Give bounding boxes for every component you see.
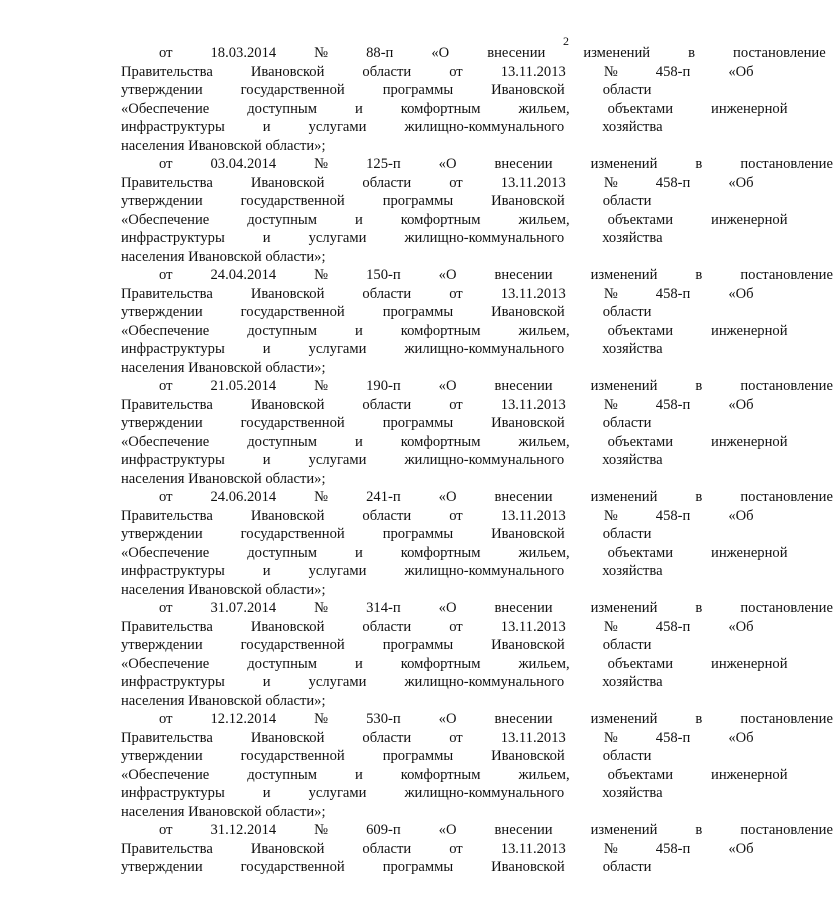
entry-line: от 03.04.2014 № 125-п «О внесении изменений в постановление xyxy=(159,156,833,172)
entry-line: от 18.03.2014 № 88-п «О внесении изменений в постановление xyxy=(159,45,826,61)
entry-line: от 24.04.2014 № 150-п «О внесении изменений в постановление xyxy=(159,267,833,283)
entry-line: утверждении государственной программы Ивановской области xyxy=(121,415,652,431)
entry-line: от 24.06.2014 № 241-п «О внесении изменений в постановление xyxy=(159,489,833,505)
resolution-entry xyxy=(83,710,833,821)
entry-line: от 31.07.2014 № 314-п «О внесении изменений в постановление xyxy=(159,600,833,616)
entry-line: от 12.12.2014 № 530-п «О внесении изменений в постановление xyxy=(159,711,833,727)
resolution-entry xyxy=(83,44,826,155)
entry-line: Правительства Ивановской области от 13.11.2013 № 458-п «Об xyxy=(121,63,754,80)
entry-line: «Обеспечение доступным и комфортным жильем, объектами инженерной xyxy=(121,433,788,450)
entry-line: населения Ивановской области»; xyxy=(121,470,326,487)
resolution-entry xyxy=(83,821,833,877)
entry-line: от 21.05.2014 № 190-п «О внесении изменений в постановление xyxy=(159,378,833,394)
resolution-entry xyxy=(83,488,833,599)
entry-line: инфраструктуры и услугами жилищно-коммунального хозяйства xyxy=(121,674,663,690)
entry-line: Правительства Ивановской области от 13.11.2013 № 458-п «Об xyxy=(121,618,754,635)
entry-line: Правительства Ивановской области от 13.11.2013 № 458-п «Об xyxy=(121,729,754,746)
entry-line: населения Ивановской области»; xyxy=(121,581,326,598)
resolution-entry xyxy=(83,377,833,488)
entry-line: «Обеспечение доступным и комфортным жильем, объектами инженерной xyxy=(121,766,788,783)
entry-line: населения Ивановской области»; xyxy=(121,692,326,709)
entry-line: инфраструктуры и услугами жилищно-коммунального хозяйства xyxy=(121,785,663,801)
entry-line: утверждении государственной программы Ивановской области xyxy=(121,637,652,653)
entry-line: «Обеспечение доступным и комфортным жильем, объектами инженерной xyxy=(121,655,788,672)
resolution-entry xyxy=(83,266,833,377)
entry-line: населения Ивановской области»; xyxy=(121,248,326,265)
entry-line: инфраструктуры и услугами жилищно-коммунального хозяйства xyxy=(121,563,663,579)
entry-line: «Обеспечение доступным и комфортным жильем, объектами инженерной xyxy=(121,322,788,339)
entry-line: утверждении государственной программы Ивановской области xyxy=(121,859,652,875)
entry-line: населения Ивановской области»; xyxy=(121,803,326,820)
entry-line: инфраструктуры и услугами жилищно-коммунального хозяйства xyxy=(121,230,663,246)
entry-line: Правительства Ивановской области от 13.11.2013 № 458-п «Об xyxy=(121,174,754,191)
entry-line: Правительства Ивановской области от 13.11.2013 № 458-п «Об xyxy=(121,840,754,857)
entry-line: утверждении государственной программы Ивановской области xyxy=(121,748,652,764)
entry-line: Правительства Ивановской области от 13.11.2013 № 458-п «Об xyxy=(121,285,754,302)
entry-line: инфраструктуры и услугами жилищно-коммунального хозяйства xyxy=(121,341,663,357)
entry-line: утверждении государственной программы Ивановской области xyxy=(121,526,652,542)
entry-line: «Обеспечение доступным и комфортным жильем, объектами инженерной xyxy=(121,211,788,228)
entry-line: утверждении государственной программы Ивановской области xyxy=(121,193,652,209)
entry-line: инфраструктуры и услугами жилищно-коммунального хозяйства xyxy=(121,119,663,135)
entry-line: населения Ивановской области»; xyxy=(121,359,326,376)
resolution-entry xyxy=(83,155,833,266)
entry-line: утверждении государственной программы Ивановской области xyxy=(121,304,652,320)
entry-line: утверждении государственной программы Ивановской области xyxy=(121,82,652,98)
entry-line: «Обеспечение доступным и комфортным жильем, объектами инженерной xyxy=(121,100,788,117)
document-body xyxy=(83,44,833,877)
page-number: 2 xyxy=(563,34,569,48)
entry-line: населения Ивановской области»; xyxy=(121,137,326,154)
entry-line: Правительства Ивановской области от 13.11.2013 № 458-п «Об xyxy=(121,396,754,413)
entry-line: «Обеспечение доступным и комфортным жильем, объектами инженерной xyxy=(121,544,788,561)
entry-line: инфраструктуры и услугами жилищно-коммунального хозяйства xyxy=(121,452,663,468)
entry-line: Правительства Ивановской области от 13.11.2013 № 458-п «Об xyxy=(121,507,754,524)
resolution-entry xyxy=(83,599,833,710)
entry-line: от 31.12.2014 № 609-п «О внесении изменений в постановление xyxy=(159,822,833,838)
